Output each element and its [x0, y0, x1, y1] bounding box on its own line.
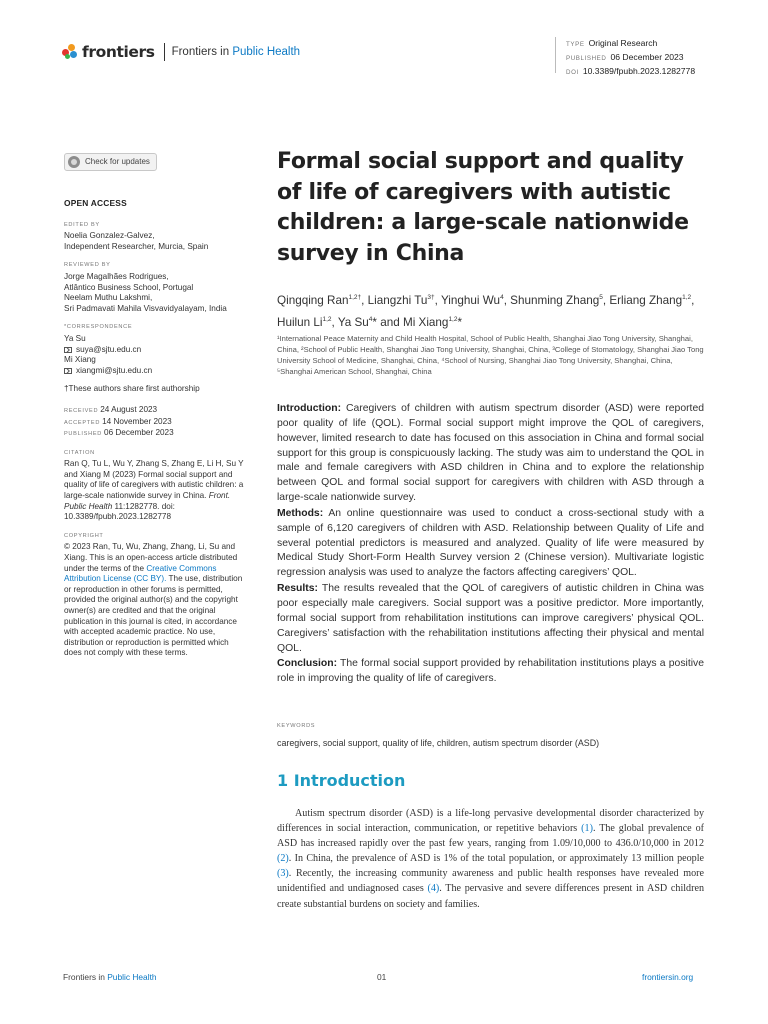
sidebar — [64, 153, 244, 667]
dates-section: RECEIVED 24 August 2023 ACCEPTED 14 November 2023 PUBLISHED 06 December 2023 — [64, 404, 174, 438]
article-meta: TYPE Original Research PUBLISHED 06 December 2023 DOI 10.3389/fpubh.2023.1282778 — [555, 37, 695, 73]
reference-link[interactable]: (4) — [427, 883, 440, 895]
reference-link[interactable]: (2) — [277, 853, 289, 865]
email-link[interactable]: suya@sjtu.edu.cn — [76, 344, 142, 354]
abstract-results: Results: The results revealed that the QOL of caregivers of autistic children in China was poor especially male caregivers. Social support was a positive predictor. More importantly, formal social support from rehabilitation institutions can improve caregivers’ physical QOL. Caregivers’ satisfaction with the rehabilitation institutions affecting their physical and mental QOL. — [277, 583, 704, 654]
section-heading-introduction: 1 Introduction — [277, 771, 406, 790]
article-title: Formal social support and quality of life of caregivers with autistic children: a large-scale nationwide survey in China — [277, 149, 689, 266]
journal-name: Frontiers in Public Health — [171, 46, 301, 58]
keywords-label: KEYWORDS — [277, 723, 316, 729]
email-icon — [64, 368, 72, 374]
email-icon — [64, 347, 72, 353]
open-access-label: OPEN ACCESS — [64, 198, 127, 208]
frontiers-logo-icon — [62, 44, 78, 60]
article-type: Original Research — [588, 38, 658, 48]
reference-link[interactable]: (1) — [581, 823, 593, 835]
page-number: 01 — [377, 972, 387, 982]
footer-journal: Frontiers in Public Health — [63, 972, 157, 982]
edited-by-section: EDITED BY Noelia Gonzalez-Galvez, Independent Researcher, Murcia, Spain — [64, 221, 209, 251]
keywords: caregivers, social support, quality of life, children, autism spectrum disorder (ASD) — [277, 738, 600, 748]
check-updates-button[interactable]: Check for updates — [64, 153, 157, 171]
abstract-introduction: Introduction: Caregivers of children with autism spectrum disorder (ASD) were reported poor quality of life (QOL). Formal social support might improve the QOL of caregivers, however, limited research to date has focused on this association in China and formal social support for this group is conspicuously lacking. The study was aim to understand the QOL in male and female caregivers with ASD children in China and to explore the relationship between QOL and formal social support for caregivers with children with ASD through a large-scale nationwide survey. — [277, 403, 704, 504]
author-list: Qingqing Ran$^{1,2\dagger}$, Liangzhi $Tu^{3\dagger}$, Yinghui Wu$^4$, Shunming Zhang$^5$, Erliang Zhang$^{1,2}$, Huilun Li$^{1,2}$, Ya Su$^4$* and Mi Xiang$^{1,2}$* — [277, 293, 695, 330]
abstract — [277, 402, 704, 688]
shared-authorship-note: †These authors share first authorship — [64, 384, 200, 394]
email-link[interactable]: xiangmi@sjtu.edu.cn — [76, 365, 153, 375]
citation-section: CITATION Ran Q, Tu L, Wu Y, Zhang S, Zhang E, Li H, Su Y and Xiang M (2023) Formal social support and quality of life of caregivers with autistic children: a large-scale nationwide survey in China. Front. Public Health 11:1282778. doi: 10.3389/fpubh.2023.1282778 — [64, 449, 244, 522]
introduction-paragraph: Autism spectrum disorder (ASD) is a life-long pervasive developmental disorder characterized by differences in social interaction, communication, or repetitive behaviors (1). The global prevalence of ASD has increased rapidly over the past few years, ranging from 1.09/10,000 to 436.0/10,000 in 2012 (2). In China, the prevalence of ASD is 1% of the total population, or approximately 13 million people (3). Recently, the increasing community awareness and public health responses have revealed more unidentified and undiagnosed cases (4). The pervasive and severe differences present in ASD children create substantial burdens on society and families. — [277, 808, 704, 910]
reference-link[interactable]: (3) — [277, 868, 289, 880]
footer-site-link[interactable]: frontiersin.org — [642, 972, 694, 982]
publish-date: 06 December 2023 — [610, 52, 684, 62]
license-link[interactable]: Creative Commons Attribution License (CC BY). — [64, 563, 217, 584]
copyright-section: COPYRIGHT © 2023 Ran, Tu, Wu, Zhang, Zhang, Li, Su and Xiang. This is an open-access article distributed under the terms of the Creative Commons Attribution License (CC BY). The use, distribution or reproduction in other forums is permitted, provided the original author(s) and the copyright owner(s) are credited and that the original publication in this journal is cited, in accordance with accepted academic practice. No use, distribution or reproduction is permitted which does not comply with these terms. — [64, 532, 243, 658]
doi-link[interactable]: 10.3389/fpubh.2023.1282778 — [582, 66, 696, 76]
frontiers-logo[interactable] — [62, 43, 300, 61]
reviewed-by-section: REVIEWED BY Jorge Magalhães Rodrigues, Atlântico Business School, Portugal Neelam Muthu Lakshmi, Sri Padmavati Mahila Visvavidyalayam, India — [64, 262, 227, 313]
abstract-methods: Methods: An online questionnaire was used to conduct a cross-sectional study with a sample of 6,120 caregivers of children with ASD. Relationship between Quality of Life and several potential predictors is measured and analyzed. Quality of life were measured by Medical Study Short-Form Health Survey version 2 (Chinese version). Multivariate logistic regression analysis was used to analyze the factors affecting caregivers’ QOL. — [277, 507, 704, 579]
correspondence-section: *CORRESPONDENCE Ya Su suya@sjtu.edu.cn Mi Xiang xiangmi@sjtu.edu.cn — [64, 324, 153, 375]
affiliations: ¹International Peace Maternity and Child Health Hospital, School of Public Health, Shanghai Jiao Tong University, Shanghai, China, ²School of Public Health, Shanghai Jiao Tong University, Shanghai, China, ³College of Stomatology, Shanghai Jiao Tong University School of Medicine, Shanghai, China, ⁴School of Nursing, Shanghai Jiao Tong University, Shanghai, China, ⁵Shanghai American School, Shanghai, China — [277, 334, 704, 376]
logo-divider — [164, 43, 165, 61]
brand-name: frontiers — [82, 43, 155, 61]
abstract-conclusion: Conclusion: The formal social support provided by rehabilitation institutions plays a positive role in improving the quality of life of caregivers. — [277, 658, 704, 685]
check-updates-icon — [68, 156, 80, 168]
